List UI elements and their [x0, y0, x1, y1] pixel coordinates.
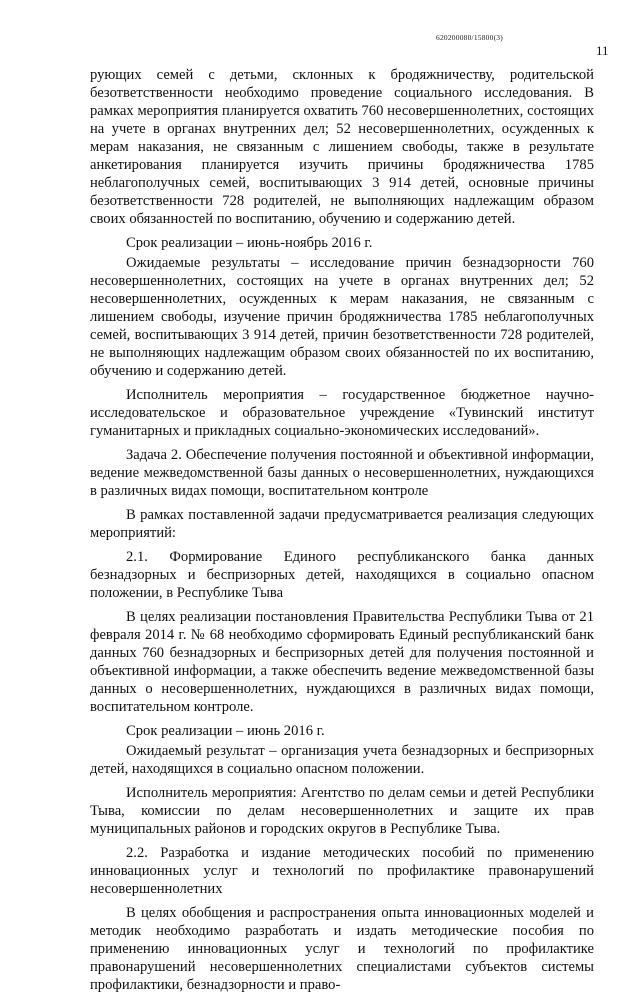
paragraph-item-2-2-details: В целях обобщения и распространения опыта инновационных моделей и методик необходимо разработать и издать методические пособия по применению инновационных услуг и технологий по профилактике правонарушений несовершеннолетних специалистами субъектов системы профилактики, безнадзорности и право-: [90, 905, 594, 993]
body-text: [90, 66, 594, 1000]
paragraph-item-2-1: 2.1. Формирование Единого республиканского банка данных безнадзорных и беспризорных детей, находящихся в социально опасном положении, в Республике Тыва: [90, 549, 594, 601]
paragraph-executor-2: Исполнитель мероприятия: Агентство по делам семьи и детей Республики Тыва, комиссии по делам несовершеннолетних и защите их прав муниципальных районов и городских округов в Республике Тыва.: [90, 785, 594, 837]
paragraph-expected-results: Ожидаемые результаты – исследование причин безнадзорности 760 несовершеннолетних, состоящих на учете в органах внутренних дел; 52 несовершеннолетних, осужденных к мерам наказания, не связанным с лишением свободы, изучение причин бродяжничества 1785 неблагополучных семей, воспитывающих 3 914 детей, причин безответственности 728 родителей, не выполняющих надлежащим образом своих обязанностей по их воспитанию, обучению и содержанию детей.: [90, 255, 594, 379]
page-number: 11: [596, 43, 609, 58]
paragraph-expected-result-2: Ожидаемый результат – организация учета безнадзорных и беспризорных детей, находящихся в социально опасном положении.: [90, 743, 594, 777]
paragraph-task-2: Задача 2. Обеспечение получения постоянной и объективной информации, ведение межведомственной базы данных о несовершеннолетних, нуждающихся в различных видах помощи, воспитательном контроле: [90, 447, 594, 499]
paragraph-executor: Исполнитель мероприятия – государственное бюджетное научно-исследовательское и образовательное учреждение «Тувинский институт гуманитарных и прикладных социально-экономических исследований».: [90, 387, 594, 439]
paragraph-item-2-1-details: В целях реализации постановления Правительства Республики Тыва от 21 февраля 2014 г. № 68 необходимо сформировать Единый республиканский банк данных 760 безнадзорных и беспризорных детей для получения постоянной и объективной информации, а также обеспечить ведение межведомственной базы данных о несовершеннолетних, нуждающихся в различных видах помощи, воспитательном контроле.: [90, 609, 594, 715]
paragraph-deadline-2: Срок реализации – июнь 2016 г.: [126, 723, 325, 739]
paragraph-measures-intro: В рамках поставленной задачи предусматривается реализация следующих мероприятий:: [90, 507, 594, 541]
paragraph-continued: рующих семей с детьми, склонных к бродяжничеству, родительской безответственности необходимо проведение социального исследования. В рамках мероприятия планируется охватить 760 несовершеннолетних, состоящих на учете в органах внутренних дел; 52 несовершеннолетних, осужденных к мерам наказания, не связанным с лишением свободы, также в результате анкетирования планируется изучить причины бродяжничества 1785 неблагополучных семей, воспитывающих 3 914 детей, основные причины безответственности 728 родителей, не выполняющих надлежащим образом своих обязанностей по воспитанию, обучению и содержанию детей.: [90, 67, 594, 227]
document-id: 620200080/15800(3): [436, 33, 503, 42]
paragraph-deadline: Срок реализации – июнь-ноябрь 2016 г.: [126, 235, 373, 251]
paragraph-item-2-2: 2.2. Разработка и издание методических пособий по применению инновационных услуг и технологий по профилактике правонарушений несовершеннолетних: [90, 845, 594, 897]
